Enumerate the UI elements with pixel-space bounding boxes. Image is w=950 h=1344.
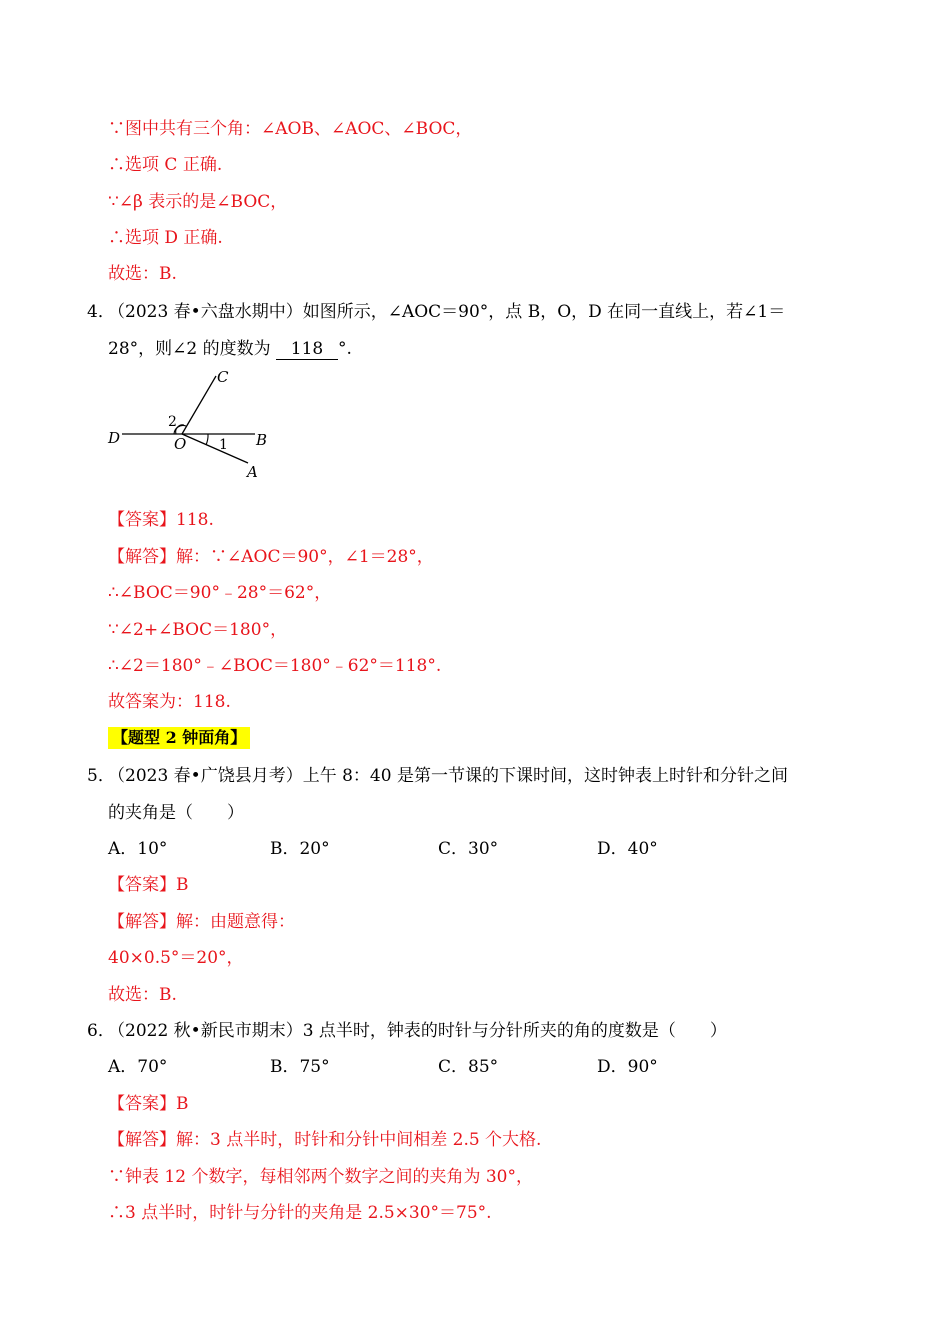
question-stem [108, 338, 352, 360]
solution-line: ∴选项 C 正确. [108, 155, 223, 175]
label-c: C [217, 368, 229, 386]
question-number: 4． [87, 302, 115, 322]
option-b: B．75° [270, 1057, 330, 1077]
label-a: A [247, 463, 258, 481]
solution-line: ∵图中共有三个角：∠AOB、∠AOC、∠BOC， [108, 119, 473, 139]
question-number: 6． [87, 1021, 115, 1041]
solution-line: ∴∠2＝180°﹣∠BOC＝180°﹣62°＝118°. [108, 656, 442, 676]
angle-figure [100, 368, 290, 483]
question-stem: （2022 秋•新民市期末）3 点半时，钟表的时针与分针所夹的角的度数是（ ） [108, 1021, 727, 1041]
option-a: A．10° [108, 839, 168, 859]
label-angle-2: 2 [168, 414, 177, 430]
solution-line: ∵钟表 12 个数字，每相邻两个数字之间的夹角为 30°， [108, 1167, 533, 1187]
solution-line: 【解答】解：由题意得： [108, 912, 295, 932]
label-d: D [108, 429, 121, 447]
label-angle-1: 1 [219, 437, 228, 453]
solution-line: 【解答】解：3 点半时，时针和分针中间相差 2.5 个大格. [108, 1130, 542, 1150]
ray-oa [182, 434, 248, 463]
solution-line: 【解答】解：∵∠AOC＝90°，∠1＝28°， [108, 547, 434, 567]
option-a: A．70° [108, 1057, 168, 1077]
option-d: D．90° [597, 1057, 658, 1077]
answer-blank: 118 [276, 340, 338, 360]
answer-label: 【答案】B [108, 875, 189, 895]
ray-oc [182, 376, 216, 434]
solution-line: 故选：B. [108, 985, 177, 1005]
solution-line: ∴选项 D 正确. [108, 228, 223, 248]
solution-line: 故答案为：118. [108, 692, 231, 712]
answer-label: 【答案】118. [108, 510, 214, 530]
solution-line: ∴3 点半时，时针与分针的夹角是 2.5×30°＝75°. [108, 1203, 492, 1223]
option-c: C．30° [438, 839, 499, 859]
question-stem-text: °. [338, 339, 352, 359]
angle-1-arc [206, 434, 208, 445]
label-b: B [256, 431, 268, 449]
solution-line: ∵∠2+∠BOC＝180°， [108, 620, 288, 640]
answer-label: 【答案】B [108, 1094, 189, 1114]
option-b: B．20° [270, 839, 330, 859]
solution-line: 故选：B. [108, 264, 177, 284]
label-o: O [174, 435, 187, 453]
option-d: D．40° [597, 839, 658, 859]
question-stem: （2023 春•广饶县月考）上午 8：40 是第一节课的下课时间，这时钟表上时针和分针之间 [108, 766, 788, 786]
option-c: C．85° [438, 1057, 499, 1077]
section-header: 【题型 2 钟面角】 [108, 727, 250, 749]
question-number: 5． [87, 766, 115, 786]
solution-line: 40×0.5°＝20°， [108, 948, 244, 968]
question-stem-text: 28°，则∠2 的度数为 [108, 339, 271, 359]
question-stem: 的夹角是（ ） [108, 803, 244, 823]
solution-line: ∴∠BOC＝90°﹣28°＝62°， [108, 583, 332, 603]
solution-line: ∵∠β 表示的是∠BOC， [108, 192, 288, 212]
question-stem: （2023 春•六盘水期中）如图所示，∠AOC＝90°，点 B，O，D 在同一直线上，若∠1＝ [108, 302, 786, 322]
